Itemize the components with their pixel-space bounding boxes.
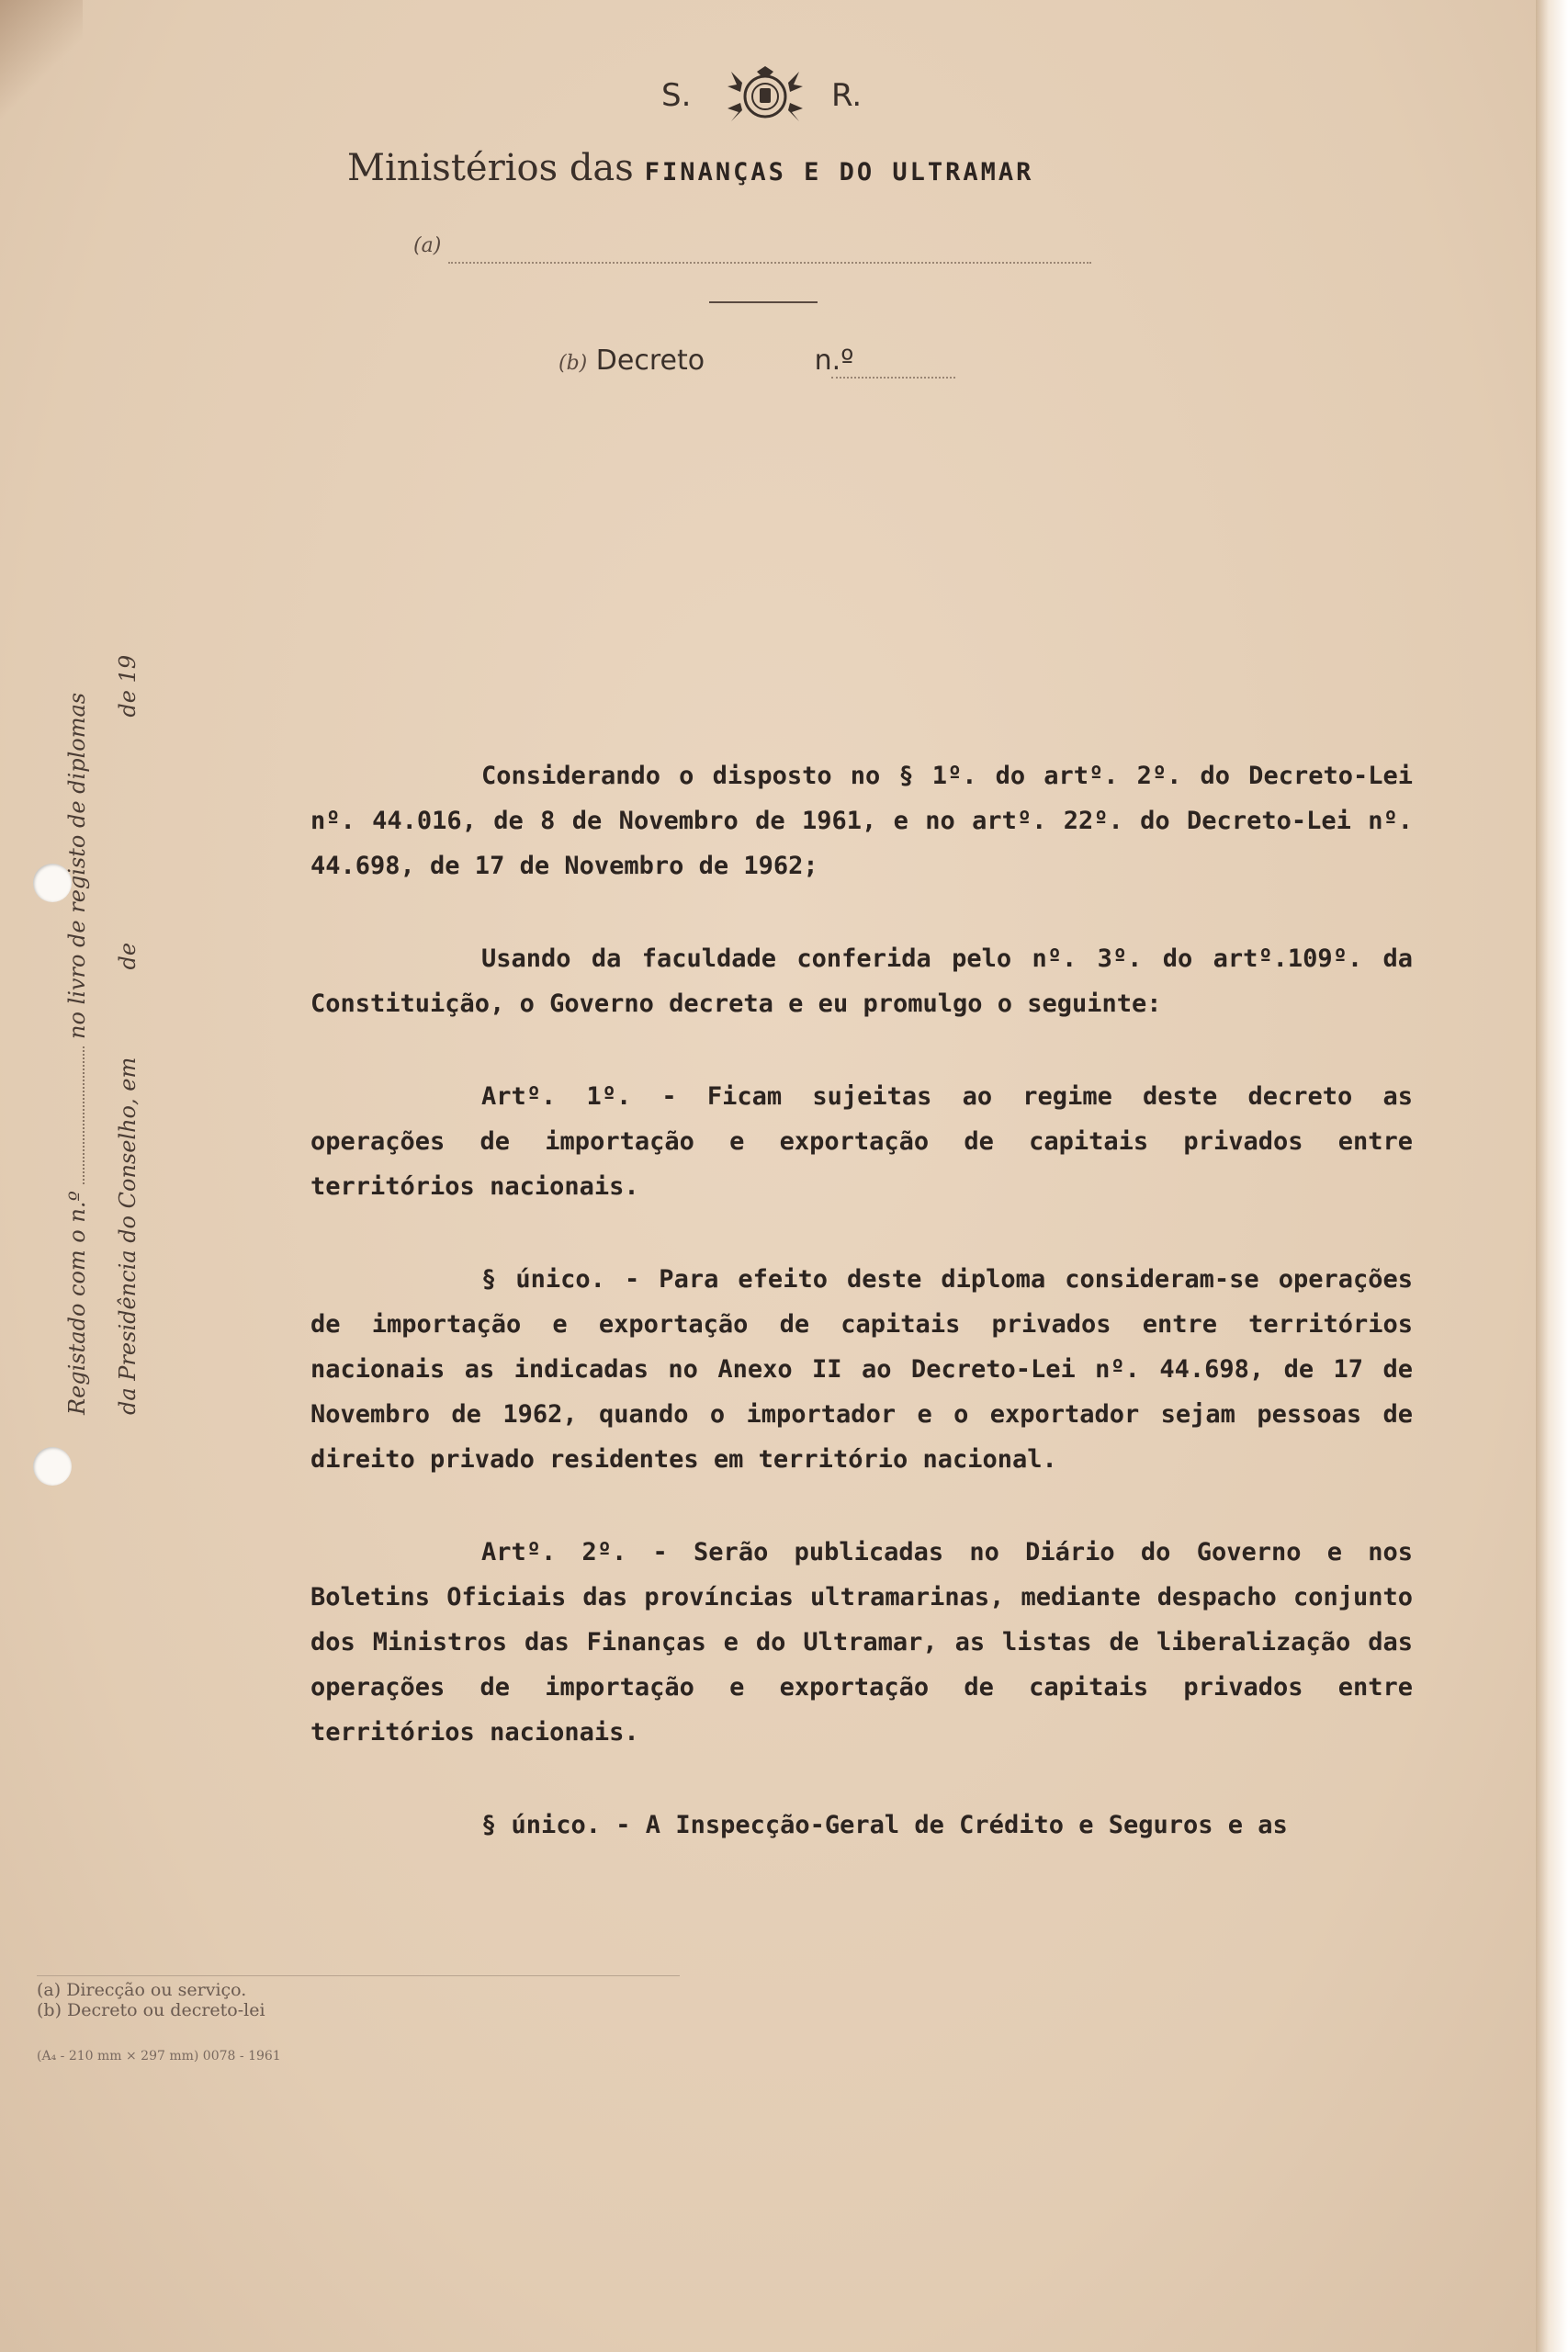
decree-line	[558, 345, 853, 377]
decree-number-dotted-line	[831, 377, 955, 379]
sr-letter-s: S.	[661, 77, 692, 114]
divider-ornament	[709, 301, 818, 307]
registry-line-1-b: no livro de registo de diplomas	[64, 692, 90, 1039]
punch-hole-bottom	[33, 1447, 72, 1486]
registry-number-blank	[83, 1046, 85, 1184]
footnote-b: (b) Decreto ou decreto-lei	[37, 2000, 265, 2020]
paragraph-considering: Considerando o disposto no § 1º. do artº. 2º. do Decreto-Lei nº. 44.016, de 8 de Novembro de 1961, e no artº. 22º. do Decreto-Lei nº. 44.698, de 17 de Novembro de 1962;	[310, 762, 1413, 880]
form-code: (A₄ - 210 mm × 297 mm) 0078 - 1961	[37, 2049, 281, 2064]
field-a-label: (a)	[413, 234, 442, 257]
ministry-prefix: Ministérios das	[347, 147, 634, 189]
registry-line-2-b: de	[115, 942, 141, 970]
republic-header	[643, 64, 919, 129]
field-a-dotted-line	[448, 262, 1091, 264]
paragraph-faculty: Usando da faculdade conferida pelo nº. 3º. do artº.109º. da Constituição, o Governo decreta e eu promulgo o seguinte:	[310, 944, 1413, 1018]
registry-annotation	[55, 625, 156, 1415]
decree-number-label: n.º	[814, 345, 854, 377]
decree-label: Decreto	[595, 345, 705, 377]
torn-corner	[0, 0, 83, 119]
footnote-a: (a) Direcção ou serviço.	[37, 1980, 247, 2000]
sr-letter-r: R.	[831, 77, 863, 114]
coat-of-arms-icon	[724, 64, 807, 129]
registry-line-2-a: da Presidência do Conselho, em	[115, 1057, 141, 1415]
registry-line-1-a: Registado com o n.º	[64, 1191, 90, 1415]
ministry-name: FINANÇAS E DO ULTRAMAR	[644, 158, 1034, 187]
paragraph-article-2-sole: § único. - A Inspecção-Geral de Crédito e Seguros e as	[481, 1811, 1288, 1839]
paragraph-article-2: Artº. 2º. - Serão publicadas no Diário do Governo e nos Boletins Oficiais das províncias ultramarinas, mediante despacho conjunto dos Ministros das Finanças e do Ultramar, as listas de liberalização das operações de importação e exportação de capitais privados entre territórios nacionais.	[310, 1538, 1413, 1747]
page-edge	[1536, 0, 1568, 2352]
registry-line-2-c: de 19	[115, 654, 141, 718]
paragraph-article-1-sole: § único. - Para efeito deste diploma consideram-se operações de importação e exportação de capitais privados entre territórios nacionais as indicadas no Anexo II ao Decreto-Lei nº. 44.698, de 17 de Novembro de 1962, quando o importador e o exportador sejam pessoas de direito privado residentes em território nacional.	[310, 1265, 1413, 1474]
ministry-title	[347, 147, 1033, 189]
decree-b-label: (b)	[558, 352, 588, 375]
decree-body	[310, 753, 1413, 1895]
paragraph-article-1: Artº. 1º. - Ficam sujeitas ao regime deste decreto as operações de importação e exportação de capitais privados entre territórios nacionais.	[310, 1082, 1413, 1201]
registry-line-1	[64, 693, 90, 1415]
registry-line-2	[115, 655, 141, 1415]
footnotes	[37, 1975, 680, 2066]
